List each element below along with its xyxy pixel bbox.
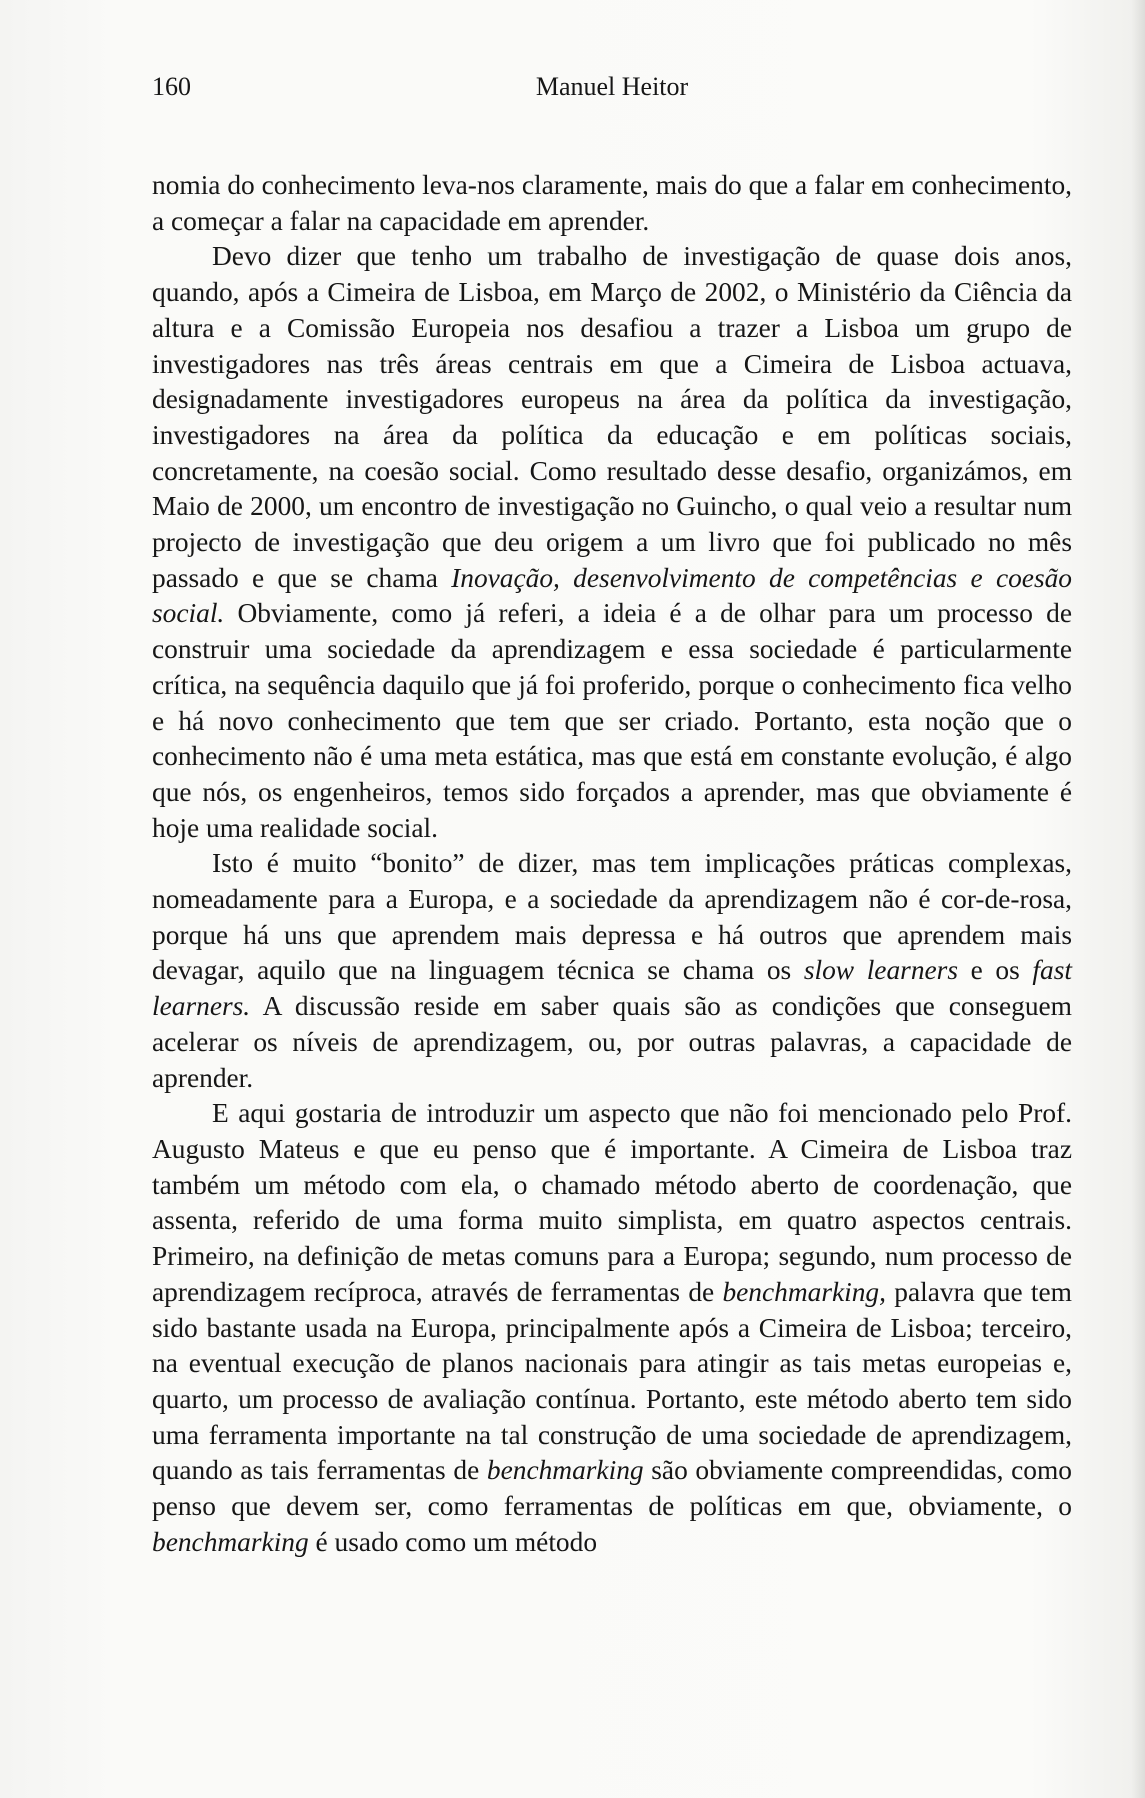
text-run: Obviamente, como já referi, a ideia é a de olhar para um processo de construir uma sociedade da aprendizagem e essa sociedade é particularmente crítica, na sequência daquilo que já foi proferido, porque o conhecimento fica velho e há novo conhecimento que tem que ser criado. Portanto, esta noção que o conhecimento não é uma meta estática, mas que está em constante evolução, é algo que nós, os engenheiros, temos sido forçados a aprender, mas que obviamente é hoje uma realidade social. [152, 598, 1072, 843]
page-spine-shadow [1131, 0, 1145, 1798]
text-run: E aqui gostaria de introduzir um aspecto que não foi mencionado pelo Prof. Augusto Mateus e que eu penso que é importante. A Cimeira de Lisboa traz também um método com ela, o chamado método aberto de coordenação, que assenta, referido de uma forma muito simplista, em quatro aspectos centrais. Primeiro, na definição de metas comuns para a Europa; segundo, num processo de aprendizagem recíproca, através de ferramentas de [152, 1098, 1072, 1307]
page-header [152, 70, 1072, 104]
text-run: Devo dizer que tenho um trabalho de investigação de quase dois anos, quando, após a Cimeira de Lisboa, em Março de 2002, o Ministério da Ciência da altura e a Comissão Europeia nos desafiou a trazer a Lisboa um grupo de investigadores nas três áreas centrais em que a Cimeira de Lisboa actuava, designadamente investigadores europeus na área da política da investigação, investigadores na área da política da educação e em políticas sociais, concretamente, na coesão social. Como resultado desse desafio, organizámos, em Maio de 2000, um encontro de investigação no Guincho, o qual veio a resultar num projecto de investigação que deu origem a um livro que foi publicado no mês passado e que se chama [152, 241, 1072, 593]
body-text [152, 168, 1072, 1560]
text-run: A discussão reside em saber quais são as condições que conseguem acelerar os níveis de aprendizagem, ou, por outras palavras, a capacidade de aprender. [152, 991, 1072, 1093]
italic-text: benchmarking [486, 1455, 644, 1486]
italic-text: benchmarking, [722, 1276, 886, 1307]
italic-text: fast learners. [152, 955, 1072, 1022]
paragraph-1 [152, 168, 1072, 239]
text-run: palavra que tem sido bastante usada na Europa, principalmente após a Cimeira de Lisboa; terceiro, na eventual execução de planos nacionais para atingir as tais metas europeias e, quarto, um processo de avaliação contínua. Portanto, este método aberto tem sido uma ferramenta importante na tal construção de uma sociedade de aprendizagem, quando as tais ferramentas de [152, 1276, 1072, 1486]
paragraph-4 [152, 1096, 1072, 1560]
text-run: são obviamente compreendidas, como penso que devem ser, como ferramentas de políticas em que, obviamente, o [152, 1455, 1073, 1522]
running-head: Manuel Heitor [535, 72, 689, 101]
paragraph-3 [152, 846, 1072, 1096]
text-run: Isto é muito “bonito” de dizer, mas tem implicações práticas complexas, nomeadamente para a Europa, e a sociedade da aprendizagem não é cor-de-rosa, porque há uns que aprendem mais depressa e há outros que aprendem mais devagar, aquilo que na linguagem técnica se chama os [152, 848, 1072, 986]
italic-text: benchmarking [152, 1526, 309, 1557]
text-run: nomia do conhecimento leva-nos claramente, mais do que a falar em conhecimento, a começar a falar na capacidade em aprender. [152, 170, 1072, 236]
italic-text: Inovação, desenvolvimento de competências e coesão social. [152, 562, 1072, 629]
page-number: 160 [152, 72, 191, 101]
italic-text: slow learners [803, 955, 958, 986]
paragraph-2 [152, 239, 1072, 846]
text-run: e os [958, 955, 1033, 986]
text-run: é usado como um método [308, 1526, 598, 1557]
